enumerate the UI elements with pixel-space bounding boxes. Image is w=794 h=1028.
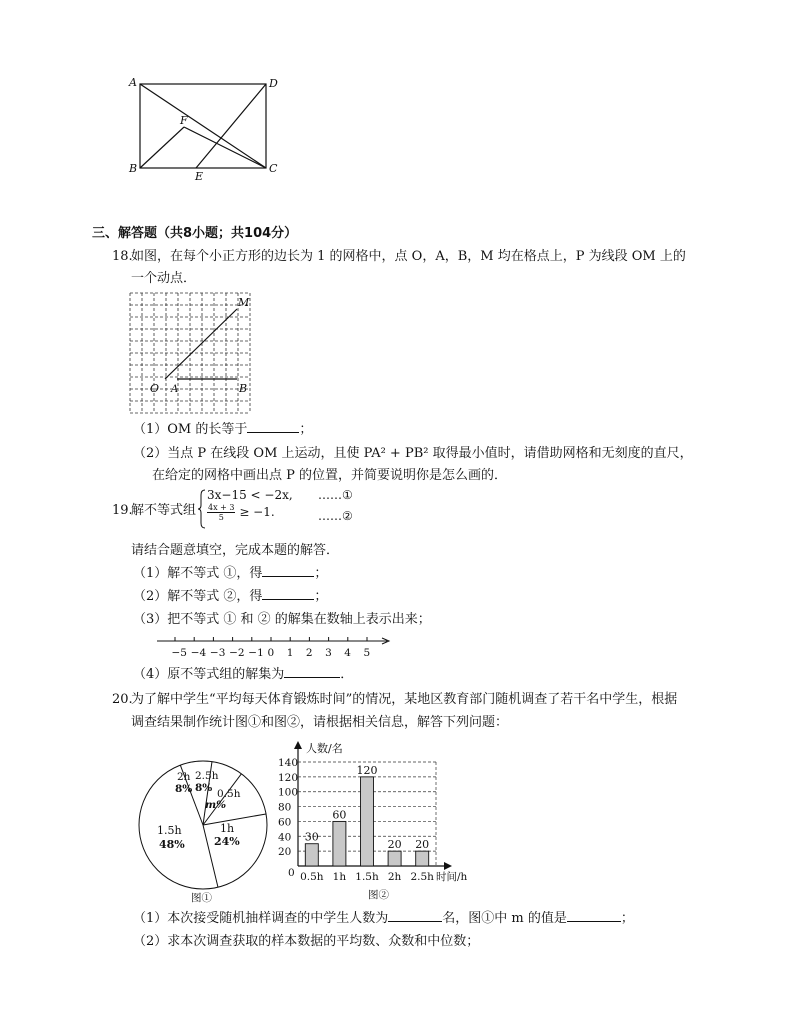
point-label-o: O (150, 382, 160, 395)
q19-ineq2 (207, 503, 275, 522)
x-axis-label: 时间/h (436, 871, 468, 883)
bar (333, 821, 346, 866)
answer-blank[interactable] (247, 420, 299, 433)
q18-part2-line2: 在给定的网格中画出点 P 的位置，并简要说明你是怎么画的． (152, 468, 508, 483)
pie-label-1h: 1h (220, 822, 235, 835)
segment-bf (140, 127, 184, 168)
number-line-label: 2 (305, 647, 313, 659)
q20-part1-mid: 名，图①中 m 的值是 (442, 911, 567, 926)
bar (416, 851, 429, 866)
number-line-label: 0 (267, 647, 275, 659)
q19-tag2: ……② (318, 509, 353, 523)
section-title: 三、解答题（共8小题；共104分） (92, 226, 298, 241)
q18-stem-line2: 一个动点． (131, 271, 197, 286)
q19-intro: 请结合题意填空，完成本题的解答． (131, 543, 340, 558)
q18-part1-text: （1）OM 的长等于 (133, 422, 248, 437)
pie-label-2.5h: 2.5h (195, 770, 219, 782)
answer-blank[interactable] (284, 665, 340, 678)
bar-chart-caption: 图② (368, 889, 389, 901)
x-tick-label: 0.5h (300, 871, 324, 883)
q19-stem: 解不等式组 (131, 503, 197, 518)
number-line-label: −4 (190, 647, 207, 659)
q18-grid-figure (130, 293, 254, 417)
number-line (155, 635, 395, 661)
pie-pct-0.5h: m% (205, 799, 227, 811)
q20-part1-end: ； (620, 911, 634, 926)
bar (361, 777, 374, 866)
pie-chart (135, 755, 275, 905)
y-tick-label: 80 (278, 801, 292, 814)
pie-label-1.5h: 1.5h (157, 824, 182, 837)
segment-de (196, 84, 266, 168)
pie-caption: 图① (191, 892, 212, 904)
number-line-label: 1 (286, 647, 294, 659)
y-tick-label: 140 (278, 757, 299, 769)
origin-label: 0 (288, 867, 295, 879)
answer-blank[interactable] (262, 564, 314, 577)
y-tick-label: 100 (278, 786, 299, 799)
q19-part3: （3）把不等式 ① 和 ② 的解集在数轴上表示出来； (133, 612, 431, 627)
bar-value-label: 20 (387, 838, 402, 852)
x-tick-label: 2h (387, 871, 402, 883)
rectangle-figure (125, 72, 285, 182)
pie-label-0.5h: 0.5h (217, 788, 241, 800)
q18-stem-line1: 如图，在每个小正方形的边长为 1 的网格中，点 O，A，B，M 均在格点上，P 为线段 OM 上的 (131, 249, 686, 264)
q18-part1 (133, 420, 312, 440)
q18-number: 18. (112, 249, 133, 264)
x-axis-arrow (444, 862, 452, 870)
y-tick-label: 40 (278, 831, 292, 844)
q19-part1 (133, 564, 327, 584)
q20-part1-text: （1）本次接受随机抽样调查的中学生人数为 (133, 911, 389, 926)
q19-part2 (133, 587, 327, 607)
number-line-label: 3 (325, 647, 332, 659)
q20-number: 20. (112, 692, 133, 707)
bar-value-label: 120 (356, 763, 378, 777)
y-tick-label: 120 (278, 771, 299, 784)
q19-ineq1: 3x−15 < −2x, (207, 488, 293, 502)
number-line-label: −1 (248, 647, 264, 659)
number-line-label: 4 (344, 647, 351, 659)
pie-pct-1.5h: 48% (159, 838, 185, 851)
point-label-b: B (129, 162, 138, 175)
q19-part4 (133, 665, 353, 685)
q19-part2-end: ； (314, 589, 328, 604)
point-label-f: F (180, 114, 188, 127)
answer-blank[interactable] (567, 909, 621, 922)
number-line-label: −5 (171, 647, 187, 659)
segment-ac (140, 84, 266, 168)
q18-part2-line1: （2）当点 P 在线段 OM 上运动，且使 PA² + PB² 取得最小值时，请借助网格和无刻度的直尺， (133, 446, 693, 461)
x-tick-label: 1h (332, 871, 347, 883)
pie-label-2h: 2h (177, 771, 191, 783)
bar-value-label: 60 (332, 808, 347, 822)
q19-tag1: ……① (318, 488, 353, 502)
number-line-label: 5 (363, 647, 371, 659)
q19-part2-text: （2）解不等式 ②，得 (133, 589, 263, 604)
bar (305, 844, 318, 866)
q20-stem-line1: 为了解中学生“平均每天体育锻炼时间”的情况，某地区教育部门随机调查了若干名中学生，根据 (131, 692, 678, 707)
point-label-a: A (129, 76, 137, 89)
point-label-c: C (269, 162, 278, 175)
y-tick-label: 20 (278, 846, 292, 859)
number-line-label: −2 (229, 647, 245, 659)
x-tick-label: 1.5h (355, 871, 379, 883)
bar (388, 851, 401, 866)
y-tick-label: 60 (278, 816, 292, 829)
answer-blank[interactable] (388, 909, 442, 922)
point-label-e: E (195, 170, 204, 183)
q18-part1-end: ； (299, 422, 313, 437)
q19-number: 19. (112, 503, 133, 518)
x-tick-label: 2.5h (410, 871, 434, 883)
bar-chart (278, 738, 478, 908)
pie-pct-1h: 24% (214, 835, 240, 848)
q19-ineq2-rest: ≥ −1. (239, 505, 275, 519)
bar-value-label: 30 (304, 830, 319, 844)
pie-pct-2.5h: 8% (195, 782, 213, 794)
q20-part1 (133, 909, 634, 929)
point-label-a: A (171, 384, 179, 395)
brace-icon (198, 489, 206, 529)
q19-part1-end: ； (314, 566, 328, 581)
number-line-label: −3 (209, 647, 226, 659)
point-label-m: M (238, 296, 250, 309)
y-axis-arrow (294, 741, 302, 749)
point-label-b: B (239, 382, 248, 395)
q19-part4-end: ． (340, 667, 354, 682)
q20-stem-line2: 调查结果制作统计图①和图②，请根据相关信息，解答下列问题： (131, 715, 509, 730)
q19-part4-text: （4）原不等式组的解集为 (133, 667, 285, 682)
y-axis-label: 人数/名 (306, 742, 343, 755)
bar-value-label: 20 (415, 838, 430, 852)
fraction: $\frac{4x + 3}{5}$ (208, 503, 235, 522)
pie-pct-2h: 8% (175, 783, 193, 795)
pie-slice-boundary (203, 814, 266, 825)
q20-part2: （2）求本次调查获取的样本数据的平均数、众数和中位数； (133, 934, 480, 949)
point-label-d: D (269, 77, 278, 90)
q19-part1-text: （1）解不等式 ①，得 (133, 566, 263, 581)
answer-blank[interactable] (262, 587, 314, 600)
